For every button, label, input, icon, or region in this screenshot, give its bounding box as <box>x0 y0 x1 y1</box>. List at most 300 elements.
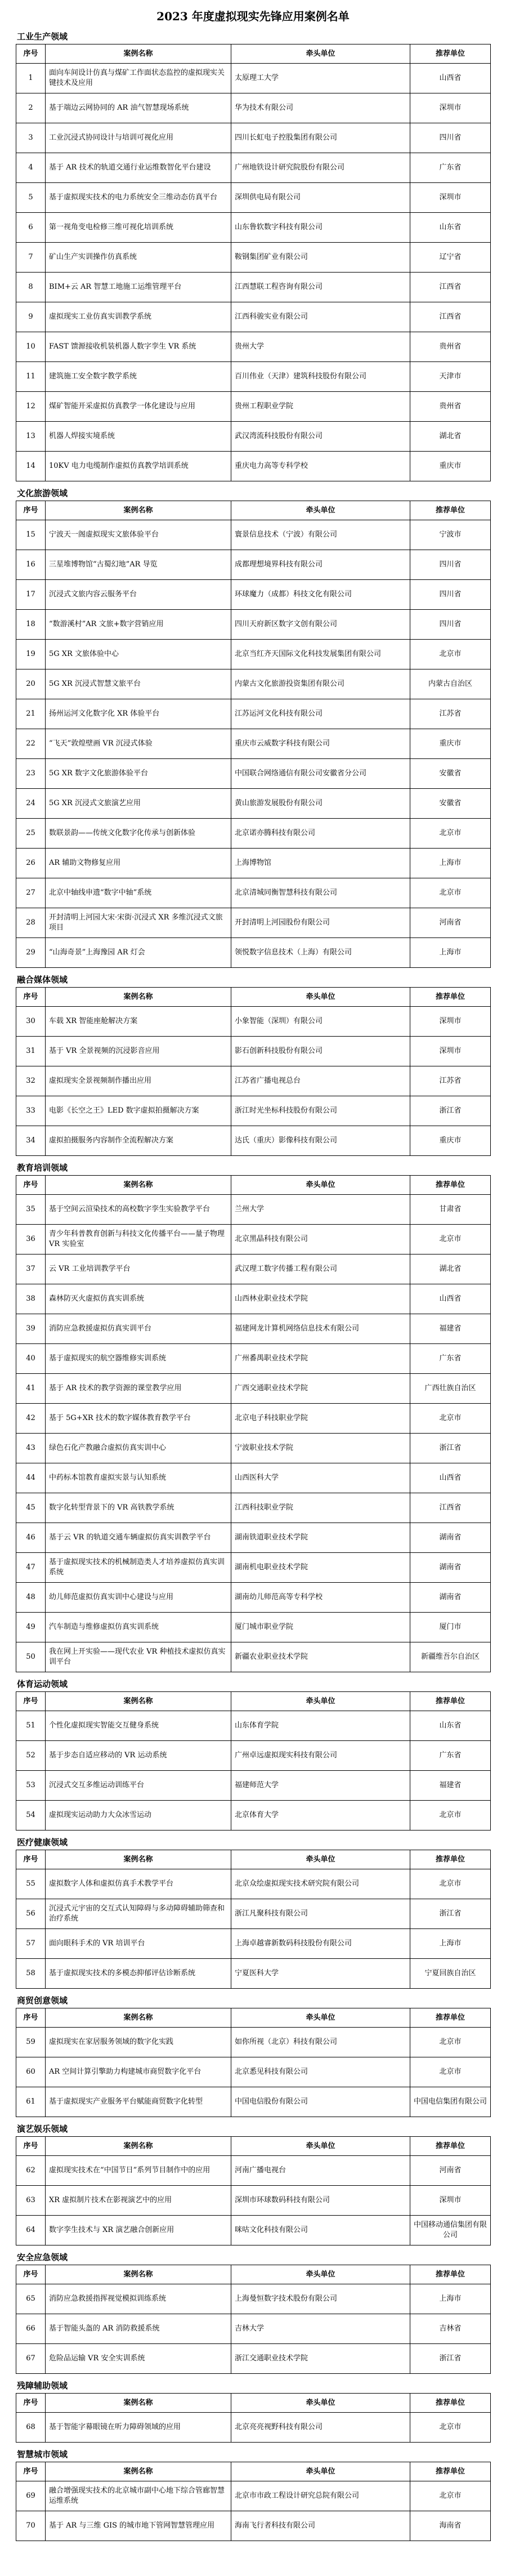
cell-index: 63 <box>16 2186 46 2216</box>
cell-case-name: 煤矿智能开采虚拟仿真教学一体化建设与应用 <box>46 392 231 422</box>
cell-recommender: 山西省 <box>410 1284 491 1314</box>
cell-index: 10 <box>16 332 46 362</box>
cell-recommender: 上海市 <box>410 938 491 968</box>
header-index: 序号 <box>16 1692 46 1711</box>
cell-lead-unit: 成都理想境界科技有限公司 <box>231 550 410 580</box>
cell-index: 58 <box>16 1959 46 1989</box>
table-header-row <box>16 1176 491 1195</box>
table-header-row <box>16 1850 491 1869</box>
table-row <box>16 550 491 580</box>
table-row <box>16 1374 491 1404</box>
header-lead-unit: 牵头单位 <box>231 501 410 520</box>
cell-recommender: 四川省 <box>410 123 491 153</box>
cell-index: 13 <box>16 422 46 452</box>
cell-lead-unit: 中国电信股份有限公司 <box>231 2087 410 2117</box>
table-row <box>16 1583 491 1613</box>
cell-lead-unit: 百川伟业（天津）建筑科技股份有限公司 <box>231 362 410 392</box>
cases-table <box>16 501 491 968</box>
cell-index: 12 <box>16 392 46 422</box>
cases-table <box>16 1175 491 1672</box>
header-case-name: 案例名称 <box>46 2462 231 2481</box>
cell-case-name: 基于智能字幕眼镜在听力障碍领域的应用 <box>46 2413 231 2443</box>
cell-index: 39 <box>16 1314 46 1344</box>
cell-case-name: 电影《长空之王》LED 数字虚拟拍摄解决方案 <box>46 1096 231 1126</box>
cell-index: 11 <box>16 362 46 392</box>
header-index: 序号 <box>16 2137 46 2156</box>
cell-recommender: 北京市 <box>410 878 491 908</box>
cell-index: 51 <box>16 1711 46 1741</box>
cell-index: 22 <box>16 729 46 759</box>
table-row <box>16 610 491 640</box>
cell-lead-unit: 四川长虹电子控股集团有限公司 <box>231 123 410 153</box>
section-heading: 商贸创意领域 <box>17 1995 68 2006</box>
table-row <box>16 2216 491 2245</box>
cell-index: 65 <box>16 2284 46 2314</box>
cases-table <box>16 987 491 1156</box>
cell-lead-unit: 宁波职业技术学院 <box>231 1434 410 1463</box>
cell-case-name: 青少年科普教育创新与科技文化传播平台——量子物理 VR 实验室 <box>46 1225 231 1254</box>
cell-index: 15 <box>16 520 46 550</box>
cell-lead-unit: 贵州大学 <box>231 332 410 362</box>
cell-recommender: 上海市 <box>410 1929 491 1959</box>
header-index: 序号 <box>16 988 46 1007</box>
cell-recommender: 宁夏回族自治区 <box>410 1959 491 1989</box>
cell-recommender: 湖南省 <box>410 1583 491 1613</box>
cell-recommender: 深圳市 <box>410 2186 491 2216</box>
cell-case-name: 汽车制造与维修虚拟仿真实训系统 <box>46 1613 231 1642</box>
table-row <box>16 2413 491 2443</box>
cell-recommender: 安徽省 <box>410 759 491 789</box>
cell-index: 52 <box>16 1741 46 1771</box>
cell-index: 36 <box>16 1225 46 1254</box>
cell-recommender: 浙江省 <box>410 1096 491 1126</box>
table-row <box>16 2087 491 2117</box>
cell-case-name: 5G XR 沉浸式文旅演艺应用 <box>46 789 231 819</box>
cell-index: 44 <box>16 1463 46 1493</box>
header-index: 序号 <box>16 2462 46 2481</box>
cell-index: 47 <box>16 1553 46 1583</box>
cell-index: 38 <box>16 1284 46 1314</box>
cell-case-name: 虚拟现实全景视频制作播出应用 <box>46 1066 231 1096</box>
cell-lead-unit: 广州卓远虚拟现实科技有限公司 <box>231 1741 410 1771</box>
cell-case-name: 个性化虚拟现实智能交互健身系统 <box>46 1711 231 1741</box>
cases-table <box>16 2393 491 2443</box>
section-heading: 演艺娱乐领域 <box>17 2124 68 2134</box>
cell-lead-unit: 山东鲁软数字科技有限公司 <box>231 213 410 243</box>
cell-lead-unit: 北京清城同衡智慧科技有限公司 <box>231 878 410 908</box>
cell-lead-unit: 开封清明上河园股份有限公司 <box>231 908 410 938</box>
table-row <box>16 1126 491 1156</box>
section-heading: 文化旅游领域 <box>17 488 68 498</box>
cell-case-name: 面向车间设计仿真与煤矿工作面状态监控的虚拟现实关键技术及应用 <box>46 64 231 93</box>
cell-recommender: 浙江省 <box>410 2344 491 2374</box>
cell-index: 33 <box>16 1096 46 1126</box>
table-row <box>16 64 491 93</box>
cell-lead-unit: 贵州工程职业学院 <box>231 392 410 422</box>
table-row <box>16 1225 491 1254</box>
cell-recommender: 上海市 <box>410 2284 491 2314</box>
header-index: 序号 <box>16 2394 46 2413</box>
cell-case-name: 三星堆博物馆“古蜀幻地”AR 导览 <box>46 550 231 580</box>
cell-recommender: 中国移动通信集团有限公司 <box>410 2216 491 2245</box>
cell-case-name: 第一视角变电检修三维可视化培训系统 <box>46 213 231 243</box>
cell-index: 43 <box>16 1434 46 1463</box>
cell-case-name: FAST 馈源接收机装机器人数字孪生 VR 系统 <box>46 332 231 362</box>
cell-recommender: 重庆市 <box>410 452 491 481</box>
table-row <box>16 729 491 759</box>
table-row <box>16 362 491 392</box>
cell-index: 26 <box>16 849 46 878</box>
cell-lead-unit: 北京众绘虚拟现实技术研究院有限公司 <box>231 1869 410 1899</box>
cell-case-name: 基于空间云渲染技术的高校数字孪生实验教学平台 <box>46 1195 231 1225</box>
cell-recommender: 厦门市 <box>410 1613 491 1642</box>
table-row <box>16 2028 491 2057</box>
cell-index: 40 <box>16 1344 46 1374</box>
table-row <box>16 789 491 819</box>
header-recommender: 推荐单位 <box>410 44 491 64</box>
cell-lead-unit: 海南飞行者科技有限公司 <box>231 2511 410 2541</box>
cell-lead-unit: 重庆市云威数字科技有限公司 <box>231 729 410 759</box>
cell-index: 20 <box>16 669 46 699</box>
table-row <box>16 422 491 452</box>
cell-index: 25 <box>16 819 46 849</box>
cell-index: 7 <box>16 243 46 273</box>
table-row <box>16 1771 491 1801</box>
cell-case-name: 沉浸式元宇宙的交互式认知障碍与多动障碍辅助筛查和治疗系统 <box>46 1899 231 1929</box>
cell-lead-unit: 上海卓越睿新数码科技股份有限公司 <box>231 1929 410 1959</box>
cell-recommender: 湖北省 <box>410 1254 491 1284</box>
cell-index: 66 <box>16 2314 46 2344</box>
cell-lead-unit: 深圳市环球数码科技有限公司 <box>231 2186 410 2216</box>
cell-index: 23 <box>16 759 46 789</box>
cell-lead-unit: 江西科技职业学院 <box>231 1493 410 1523</box>
cell-lead-unit: 江西慧联工程咨询有限公司 <box>231 273 410 302</box>
header-recommender: 推荐单位 <box>410 1850 491 1869</box>
cell-lead-unit: 内蒙古文化旅游投资集团有限公司 <box>231 669 410 699</box>
cell-case-name: 虚拟现实运动助力大众冰雪运动 <box>46 1801 231 1831</box>
header-case-name: 案例名称 <box>46 1176 231 1195</box>
section-heading: 智慧城市领域 <box>17 2449 68 2459</box>
cell-case-name: 云 VR 工业培训教学平台 <box>46 1254 231 1284</box>
sections-container <box>16 29 490 2541</box>
table-row <box>16 2314 491 2344</box>
table-row <box>16 580 491 610</box>
cell-index: 50 <box>16 1642 46 1672</box>
cell-index: 8 <box>16 273 46 302</box>
table-row <box>16 699 491 729</box>
cell-recommender: 海南省 <box>410 2511 491 2541</box>
cell-recommender: 宁波市 <box>410 520 491 550</box>
table-row <box>16 1801 491 1831</box>
cell-case-name: 基于虚拟现实的航空器维修实训系统 <box>46 1344 231 1374</box>
table-row <box>16 1096 491 1126</box>
table-row <box>16 1642 491 1672</box>
cell-case-name: 数字化转型背景下的 VR 高铁教学系统 <box>46 1493 231 1523</box>
cell-lead-unit: 中国联合网络通信有限公司安徽省分公司 <box>231 759 410 789</box>
table-row <box>16 1463 491 1493</box>
cell-case-name: 森林防灭火虚拟仿真实训系统 <box>46 1284 231 1314</box>
table-row <box>16 1007 491 1037</box>
cell-index: 55 <box>16 1869 46 1899</box>
table-row <box>16 1929 491 1959</box>
cell-recommender: 山东省 <box>410 1711 491 1741</box>
header-index: 序号 <box>16 1176 46 1195</box>
header-case-name: 案例名称 <box>46 2394 231 2413</box>
cell-case-name: 基于虚拟现实技术的多模态抑郁评估诊断系统 <box>46 1959 231 1989</box>
cell-lead-unit: 江苏省广播电视总台 <box>231 1066 410 1096</box>
table-header-row <box>16 44 491 64</box>
cell-case-name: 沉浸式文旅内容云服务平台 <box>46 580 231 610</box>
cell-index: 17 <box>16 580 46 610</box>
cell-index: 1 <box>16 64 46 93</box>
cell-case-name: 基于 AR 技术的轨道交通行业运维数智化平台建设 <box>46 153 231 183</box>
cell-index: 6 <box>16 213 46 243</box>
cell-lead-unit: 河南广播电视台 <box>231 2156 410 2186</box>
header-lead-unit: 牵头单位 <box>231 2137 410 2156</box>
cell-lead-unit: 江苏运河文化科技有限公司 <box>231 699 410 729</box>
cases-table <box>16 2136 491 2245</box>
cell-recommender: 内蒙古自治区 <box>410 669 491 699</box>
table-header-row <box>16 2462 491 2481</box>
table-header-row <box>16 2137 491 2156</box>
cell-index: 70 <box>16 2511 46 2541</box>
table-row <box>16 2481 491 2511</box>
cell-lead-unit: 北京亮亮视野科技有限公司 <box>231 2413 410 2443</box>
table-header-row <box>16 2265 491 2284</box>
cell-lead-unit: 兰州大学 <box>231 1195 410 1225</box>
cell-lead-unit: 吉林大学 <box>231 2314 410 2344</box>
cell-index: 3 <box>16 123 46 153</box>
cell-recommender: 广东省 <box>410 1741 491 1771</box>
table-row <box>16 273 491 302</box>
cell-case-name: “飞天”敦煌壁画 VR 沉浸式体验 <box>46 729 231 759</box>
table-row <box>16 819 491 849</box>
table-row <box>16 1553 491 1583</box>
cell-case-name: 5G XR 数字文化旅游体验平台 <box>46 759 231 789</box>
cell-recommender: 福建省 <box>410 1314 491 1344</box>
cell-recommender: 浙江省 <box>410 1899 491 1929</box>
cell-lead-unit: 北京悉见科技有限公司 <box>231 2057 410 2087</box>
table-row <box>16 153 491 183</box>
cell-recommender: 江苏省 <box>410 1066 491 1096</box>
cell-recommender: 江西省 <box>410 273 491 302</box>
cell-case-name: 建筑施工安全数字教学系统 <box>46 362 231 392</box>
cell-case-name: 基于虚拟现实产业服务平台赋能商贸数字化转型 <box>46 2087 231 2117</box>
table-row <box>16 123 491 153</box>
cell-lead-unit: 领悦数字信息技术（上海）有限公司 <box>231 938 410 968</box>
cell-case-name: “数游溪村”AR 文旅+数字营销应用 <box>46 610 231 640</box>
cell-index: 69 <box>16 2481 46 2511</box>
cell-case-name: 绿色石化产教融合虚拟仿真实训中心 <box>46 1434 231 1463</box>
cell-recommender: 山西省 <box>410 1463 491 1493</box>
table-row <box>16 1344 491 1374</box>
table-row <box>16 2186 491 2216</box>
cell-index: 28 <box>16 908 46 938</box>
header-recommender: 推荐单位 <box>410 2462 491 2481</box>
cell-lead-unit: 福建师范大学 <box>231 1771 410 1801</box>
cell-case-name: 基于步态自适应移动的 VR 运动系统 <box>46 1741 231 1771</box>
cell-index: 30 <box>16 1007 46 1037</box>
cell-case-name: 北京中轴线申遗“数字中轴”系统 <box>46 878 231 908</box>
table-row <box>16 938 491 968</box>
cell-recommender: 江西省 <box>410 1493 491 1523</box>
cell-lead-unit: 浙江时光坐标科技股份有限公司 <box>231 1096 410 1126</box>
cases-table <box>16 2008 491 2117</box>
cell-recommender: 上海市 <box>410 849 491 878</box>
header-case-name: 案例名称 <box>46 2137 231 2156</box>
cell-case-name: 面向眼科手术的 VR 培训平台 <box>46 1929 231 1959</box>
cell-case-name: 虚拟现实在家居服务领域的数字化实践 <box>46 2028 231 2057</box>
table-row <box>16 1066 491 1096</box>
header-recommender: 推荐单位 <box>410 988 491 1007</box>
header-index: 序号 <box>16 44 46 64</box>
cell-recommender: 江苏省 <box>410 699 491 729</box>
cell-recommender: 辽宁省 <box>410 243 491 273</box>
cell-index: 37 <box>16 1254 46 1284</box>
cell-lead-unit: 如你所视（北京）科技有限公司 <box>231 2028 410 2057</box>
table-row <box>16 1741 491 1771</box>
cell-case-name: XR 虚拟制片技术在影视演艺中的应用 <box>46 2186 231 2216</box>
table-row <box>16 1493 491 1523</box>
cell-case-name: 消防应急救援虚拟仿真实训平台 <box>46 1314 231 1344</box>
header-case-name: 案例名称 <box>46 988 231 1007</box>
cell-case-name: BIM+云 AR 智慧工地施工运维管理平台 <box>46 273 231 302</box>
table-row <box>16 452 491 481</box>
cell-lead-unit: 山西医科大学 <box>231 1463 410 1493</box>
cell-recommender: 北京市 <box>410 819 491 849</box>
header-case-name: 案例名称 <box>46 2265 231 2284</box>
cell-case-name: 车载 XR 智能座舱解决方案 <box>46 1007 231 1037</box>
cell-lead-unit: 武汉理工数字传播工程有限公司 <box>231 1254 410 1284</box>
cell-recommender: 北京市 <box>410 1225 491 1254</box>
cell-lead-unit: 北京市市政工程设计研究总院有限公司 <box>231 2481 410 2511</box>
cell-lead-unit: 鞍钢集团矿业有限公司 <box>231 243 410 273</box>
cell-case-name: 5G XR 文旅体验中心 <box>46 640 231 669</box>
cell-recommender: 浙江省 <box>410 1434 491 1463</box>
cell-lead-unit: 宁夏医科大学 <box>231 1959 410 1989</box>
cell-index: 60 <box>16 2057 46 2087</box>
cell-index: 42 <box>16 1404 46 1434</box>
header-index: 序号 <box>16 2265 46 2284</box>
cell-recommender: 北京市 <box>410 2028 491 2057</box>
cell-recommender: 广东省 <box>410 1344 491 1374</box>
cell-index: 32 <box>16 1066 46 1096</box>
table-row <box>16 908 491 938</box>
cell-recommender: 山西省 <box>410 64 491 93</box>
cases-table <box>16 1850 491 1989</box>
cell-case-name: 开封清明上河园大宋·宋街·沉浸式 XR 多维沉浸式文旅项目 <box>46 908 231 938</box>
cell-lead-unit: 咪咕文化科技有限公司 <box>231 2216 410 2245</box>
cell-recommender: 河南省 <box>410 2156 491 2186</box>
cell-recommender: 深圳市 <box>410 1007 491 1037</box>
cell-case-name: 5G XR 沉浸式智慧文旅平台 <box>46 669 231 699</box>
cell-index: 46 <box>16 1523 46 1553</box>
cell-case-name: AR 空间计算引擎助力构建城市商贸数字化平台 <box>46 2057 231 2087</box>
table-row <box>16 1314 491 1344</box>
header-recommender: 推荐单位 <box>410 501 491 520</box>
table-header-row <box>16 988 491 1007</box>
table-row <box>16 849 491 878</box>
cell-case-name: 危险品运输 VR 安全实训系统 <box>46 2344 231 2374</box>
header-index: 序号 <box>16 501 46 520</box>
cell-case-name: 基于虚拟现实技术的电力系统安全三维动态仿真平台 <box>46 183 231 213</box>
cell-lead-unit: 重庆电力高等专科学校 <box>231 452 410 481</box>
cell-case-name: 数字孪生技术与 XR 演艺融合创新应用 <box>46 2216 231 2245</box>
cell-lead-unit: 北京体育大学 <box>231 1801 410 1831</box>
table-row <box>16 1284 491 1314</box>
cell-recommender: 吉林省 <box>410 2314 491 2344</box>
cell-case-name: 我在网上开实验——现代农业 VR 种植技术虚拟仿真实训平台 <box>46 1642 231 1672</box>
cell-case-name: 基于 AR 技术的教学资源的课堂教学应用 <box>46 1374 231 1404</box>
cell-index: 31 <box>16 1037 46 1066</box>
header-lead-unit: 牵头单位 <box>231 988 410 1007</box>
table-row <box>16 392 491 422</box>
cases-table <box>16 2462 491 2541</box>
cell-index: 18 <box>16 610 46 640</box>
cell-lead-unit: 环球魔力（成都）科技文化有限公司 <box>231 580 410 610</box>
cell-index: 45 <box>16 1493 46 1523</box>
cell-recommender: 福建省 <box>410 1771 491 1801</box>
cell-index: 49 <box>16 1613 46 1642</box>
header-case-name: 案例名称 <box>46 2008 231 2028</box>
table-row <box>16 669 491 699</box>
table-row <box>16 243 491 273</box>
cell-recommender: 北京市 <box>410 2057 491 2087</box>
cell-index: 53 <box>16 1771 46 1801</box>
table-row <box>16 1869 491 1899</box>
cell-lead-unit: 达氏（重庆）影像科技有限公司 <box>231 1126 410 1156</box>
table-row <box>16 2284 491 2314</box>
cell-recommender: 北京市 <box>410 1404 491 1434</box>
cell-index: 68 <box>16 2413 46 2443</box>
cell-lead-unit: 福建网龙计算机网络信息技术有限公司 <box>231 1314 410 1344</box>
header-lead-unit: 牵头单位 <box>231 1176 410 1195</box>
cell-case-name: 沉浸式交互多维运动训练平台 <box>46 1771 231 1801</box>
table-row <box>16 2057 491 2087</box>
cell-index: 54 <box>16 1801 46 1831</box>
header-index: 序号 <box>16 2008 46 2028</box>
header-recommender: 推荐单位 <box>410 2265 491 2284</box>
table-row <box>16 332 491 362</box>
table-row <box>16 1404 491 1434</box>
cell-lead-unit: 上海博物馆 <box>231 849 410 878</box>
cell-case-name: 宁波天一阁虚拟现实文旅体验平台 <box>46 520 231 550</box>
cases-table <box>16 44 491 481</box>
cell-recommender: 四川省 <box>410 610 491 640</box>
cell-case-name: 机器人焊接实境系统 <box>46 422 231 452</box>
cell-recommender: 甘肃省 <box>410 1195 491 1225</box>
cell-case-name: AR 辅助文物修复应用 <box>46 849 231 878</box>
cell-case-name: 虚拟现实技术在“中国节日”系列节目制作中的应用 <box>46 2156 231 2186</box>
cell-recommender: 四川省 <box>410 550 491 580</box>
table-row <box>16 520 491 550</box>
cell-index: 62 <box>16 2156 46 2186</box>
cell-case-name: 基于 VR 全景视频的沉浸影音应用 <box>46 1037 231 1066</box>
cell-recommender: 山东省 <box>410 213 491 243</box>
cell-lead-unit: 江西科骏实业有限公司 <box>231 302 410 332</box>
cell-index: 41 <box>16 1374 46 1404</box>
cell-recommender: 重庆市 <box>410 729 491 759</box>
header-case-name: 案例名称 <box>46 44 231 64</box>
table-row <box>16 1711 491 1741</box>
header-index: 序号 <box>16 1850 46 1869</box>
table-row <box>16 1613 491 1642</box>
cell-lead-unit: 山西林业职业技术学院 <box>231 1284 410 1314</box>
header-lead-unit: 牵头单位 <box>231 1692 410 1711</box>
table-row <box>16 1899 491 1929</box>
cell-lead-unit: 广州地铁设计研究院股份有限公司 <box>231 153 410 183</box>
section-heading: 残障辅助领域 <box>17 2381 68 2391</box>
